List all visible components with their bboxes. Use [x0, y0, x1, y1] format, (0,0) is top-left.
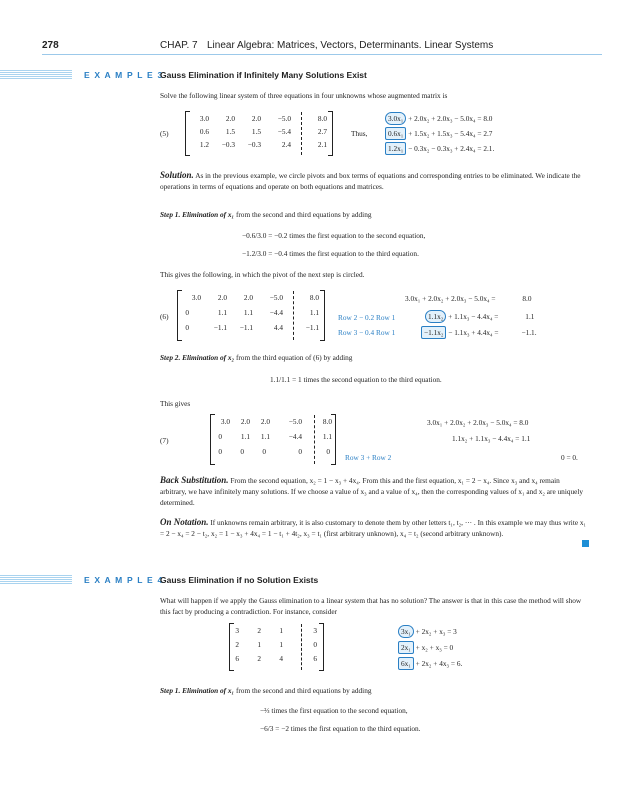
matrix-4-row: 2 1 1 0 — [235, 640, 317, 649]
matrix-5-row: 0.6 1.5 1.5 −5.4 2.7 — [199, 127, 327, 136]
row-op-7-3: Row 3 + Row 2 — [345, 453, 392, 462]
matrix-6 — [177, 290, 325, 341]
ex4-eq-line-1: 3x₁ + 2x₂ + x₃ = 3 — [398, 625, 457, 638]
matrix-6-row: 0 −1.1 −1.1 4.4 −1.1 — [185, 323, 319, 332]
page-number: 278 — [42, 40, 59, 51]
this-gives: This gives — [160, 399, 191, 408]
matrix-5-row: 1.2 −0.3 −0.3 2.4 2.1 — [199, 140, 327, 149]
eq5-line-1: 3.0x₁ + 2.0x₂ + 2.0x₃ − 5.0x₄ = 8.0 — [385, 112, 492, 125]
matrix-6-row: 0 1.1 1.1 −4.4 1.1 — [185, 308, 319, 317]
step1-heading: Step 1. Elimination of x₁ from the second and third equations by adding — [160, 210, 372, 219]
step1-op-1: −0.6/3.0 = −0.2 times the first equation to the second equation, — [242, 231, 426, 240]
example4-intro: What will happen if we apply the Gauss elimination to a linear system that has no solution? The answer is that in this case the method will show this fact by producing a contradiction. For instance, consider — [160, 596, 582, 616]
example-end-square-icon — [582, 540, 589, 547]
example4-label: E X A M P L E 4 — [84, 575, 164, 585]
example4-stripe — [0, 575, 72, 584]
ex4-step1-op-1: −⅔ times the first equation to the second equation, — [260, 706, 408, 715]
header-rule — [42, 54, 602, 55]
ex4-eq-line-3: 6x₁ + 2x₂ + 4x₃ = 6. — [398, 657, 462, 670]
example4-title: Gauss Elimination if no Solution Exists — [160, 575, 319, 585]
step2-heading: Step 2. Elimination of x₂ from the third equation of (6) by adding — [160, 353, 353, 362]
matrix-7-row: 0 1.1 1.1 −4.4 1.1 — [218, 432, 332, 441]
row-op-6-3: Row 3 − 0.4 Row 1 — [338, 328, 396, 337]
example3-stripe — [0, 70, 72, 79]
eq6-line-1: 3.0x₁ + 2.0x₂ + 2.0x₃ − 5.0x₄ = 8.0 — [405, 294, 532, 303]
eq7-label: (7) — [160, 436, 169, 445]
matrix-4 — [229, 623, 324, 671]
matrix-5-row: 3.0 2.0 2.0 −5.0 8.0 — [199, 114, 327, 123]
eq5-label: (5) — [160, 129, 169, 138]
eq7-line-1: 3.0x₁ + 2.0x₂ + 2.0x₃ − 5.0x₄ = 8.0 — [427, 418, 529, 427]
matrix-5 — [185, 111, 333, 156]
example3-title: Gauss Elimination if Infinitely Many Solutions Exist — [160, 70, 367, 80]
eq6-line-3: −1.1x₂ − 1.1x₃ + 4.4x₄ = −1.1. — [421, 326, 537, 339]
matrix-7-row: 3.0 2.0 2.0 −5.0 8.0 — [220, 417, 332, 426]
matrix-4-row: 3 2 1 3 — [235, 626, 317, 635]
eq5-line-2: 0.6x₁ + 1.5x₂ + 1.5x₃ − 5.4x₄ = 2.7 — [385, 127, 492, 140]
example3-label: E X A M P L E 3 — [84, 70, 164, 80]
eq7-line-3: 0 = 0. — [561, 453, 578, 462]
chapter-title: Linear Algebra: Matrices, Vectors, Determinants. Linear Systems — [207, 40, 494, 51]
eq6-label: (6) — [160, 312, 169, 321]
example3-intro: Solve the following linear system of three equations in four unknowns whose augmented matrix is — [160, 91, 448, 100]
chapter-number: CHAP. 7 — [160, 40, 198, 51]
thus-text: Thus, — [351, 129, 368, 138]
matrix-7-row: 0 0 0 0 0 — [218, 447, 330, 456]
matrix-6-row: 3.0 2.0 2.0 −5.0 8.0 — [191, 293, 319, 302]
matrix-7 — [210, 414, 336, 465]
row-op-6-2: Row 2 − 0.2 Row 1 — [338, 313, 396, 322]
gives-text: This gives the following, in which the pivot of the next step is circled. — [160, 270, 365, 279]
solution-paragraph: Solution. As in the previous example, we circle pivots and box terms of equations and corresponding entries to be eliminated. We indicate the operations in terms of equations and operate on both equations and matrices. — [160, 170, 581, 191]
back-substitution-paragraph: Back Substitution. From the second equation, x₂ = 1 − x₃ + 4x₄. From this and the first equation, x₁ = 2 − x₄. Since x₃ and x₄ remain arbitrary, we have infinitely many solutions. If we choose a value of x₃ and a value of x₄, then the corresponding values of x₁ and x₂ are uniquely determined. — [160, 475, 584, 507]
step2-op: 1.1/1.1 = 1 times the second equation to the third equation. — [270, 375, 442, 384]
notation-paragraph: On Notation. If unknowns remain arbitrary, it is also customary to denote them by other letters t₁, t₂, ··· . In this example we may thus write x₁ = 2 − x₄ = 2 − t₂, x₂ = 1 − x₃ + 4x₄ = 1 − t₁ + 4t₂, x₃ = t₁ (first arbitrary unknown), x₄ = t₂ (second arbitrary unknown). — [160, 517, 587, 538]
matrix-4-row: 6 2 4 6 — [235, 654, 317, 663]
eq5-line-3: 1.2x₁ − 0.3x₂ − 0.3x₃ + 2.4x₄ = 2.1. — [385, 142, 494, 155]
eq7-line-2: 1.1x₂ + 1.1x₃ − 4.4x₄ = 1.1 — [452, 434, 531, 443]
ex4-eq-line-2: 2x₁ + x₂ + x₃ = 0 — [398, 641, 453, 654]
ex4-step1-op-2: −6/3 = −2 times the first equation to the third equation. — [260, 724, 421, 733]
ex4-step1-heading: Step 1. Elimination of x₁ from the second and third equations by adding — [160, 686, 372, 695]
step1-op-2: −1.2/3.0 = −0.4 times the first equation to the third equation. — [242, 249, 419, 258]
eq6-line-2: 1.1x₂ + 1.1x₃ − 4.4x₄ = 1.1 — [425, 310, 534, 323]
